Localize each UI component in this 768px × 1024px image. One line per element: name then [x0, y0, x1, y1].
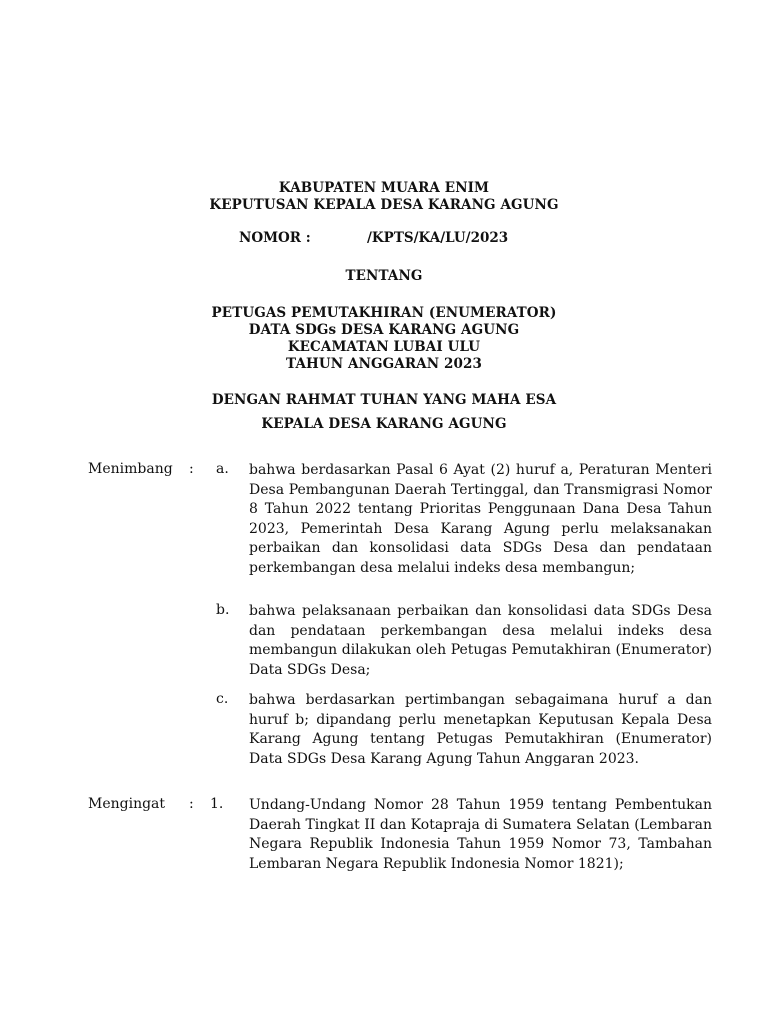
rahmat-line: DENGAN RAHMAT TUHAN YANG MAHA ESA: [211, 392, 557, 408]
item-text: Undang-Undang Nomor 28 Tahun 1959 tentang Pembentukan Daerah Tingkat II dan Kotapraja di Sumatera Selatan (Lembaran Negara Republik Indonesia Tahun 1959 Nomor 73, Tambahan Lembaran Negara Republik Indonesia Nomor 1821);: [249, 797, 712, 872]
kepala-line: KEPALA DESA KARANG AGUNG: [261, 416, 507, 432]
item-marker: a.: [216, 461, 229, 477]
decree-subject: [0, 305, 768, 373]
regency-title: KABUPATEN MUARA ENIM: [278, 180, 490, 196]
item-marker: b.: [216, 602, 230, 618]
tentang-label: TENTANG: [345, 268, 423, 284]
decree-number: [0, 230, 768, 248]
subject-line: KECAMATAN LUBAI ULU: [287, 339, 481, 355]
item-text: bahwa berdasarkan Pasal 6 Ayat (2) huruf a, Peraturan Menteri Desa Pembangunan Daerah Tertinggal, dan Transmigrasi Nomor 8 Tahun 2022 tentang Prioritas Penggunaan Dana Desa Tahun 2023, Pemerintah Desa Karang Agung perlu melaksanakan perbaikan dan konsolidasi data SDGs Desa dan pendataan perkembangan desa melalui indeks desa membangun;: [249, 462, 712, 576]
decree-number-label: NOMOR :: [239, 230, 311, 246]
item-marker: c.: [216, 691, 229, 707]
subject-line: TAHUN ANGGARAN 2023: [286, 356, 482, 372]
menimbang-colon: :: [189, 461, 194, 477]
item-text: bahwa pelaksanaan perbaikan dan konsolidasi data SDGs Desa dan pendataan perkembangan desa melalui indeks desa membangun dilakukan oleh Petugas Pemutakhiran (Enumerator) Data SDGs Desa;: [249, 603, 712, 678]
subject-line: PETUGAS PEMUTAKHIRAN (ENUMERATOR): [211, 305, 557, 321]
item-marker: 1.: [210, 796, 224, 812]
tentang-heading: [0, 268, 768, 285]
rahmat-heading: [0, 392, 768, 409]
decree-number-value: /KPTS/KA/LU/2023: [367, 230, 509, 246]
decree-title: KEPUTUSAN KEPALA DESA KARANG AGUNG: [209, 197, 559, 213]
kepala-heading: [0, 416, 768, 433]
item-text: bahwa berdasarkan pertimbangan sebagaimana huruf a dan huruf b; dipandang perlu menetapkan Keputusan Kepala Desa Karang Agung tentang Petugas Pemutakhiran (Enumerator) Data SDGs Desa Karang Agung Tahun Anggaran 2023.: [249, 692, 712, 767]
subject-line: DATA SDGs DESA KARANG AGUNG: [248, 322, 520, 338]
menimbang-label: Menimbang: [88, 461, 173, 477]
document-heading: [0, 180, 768, 214]
mengingat-label: Mengingat: [88, 796, 166, 812]
mengingat-colon: :: [189, 796, 194, 812]
